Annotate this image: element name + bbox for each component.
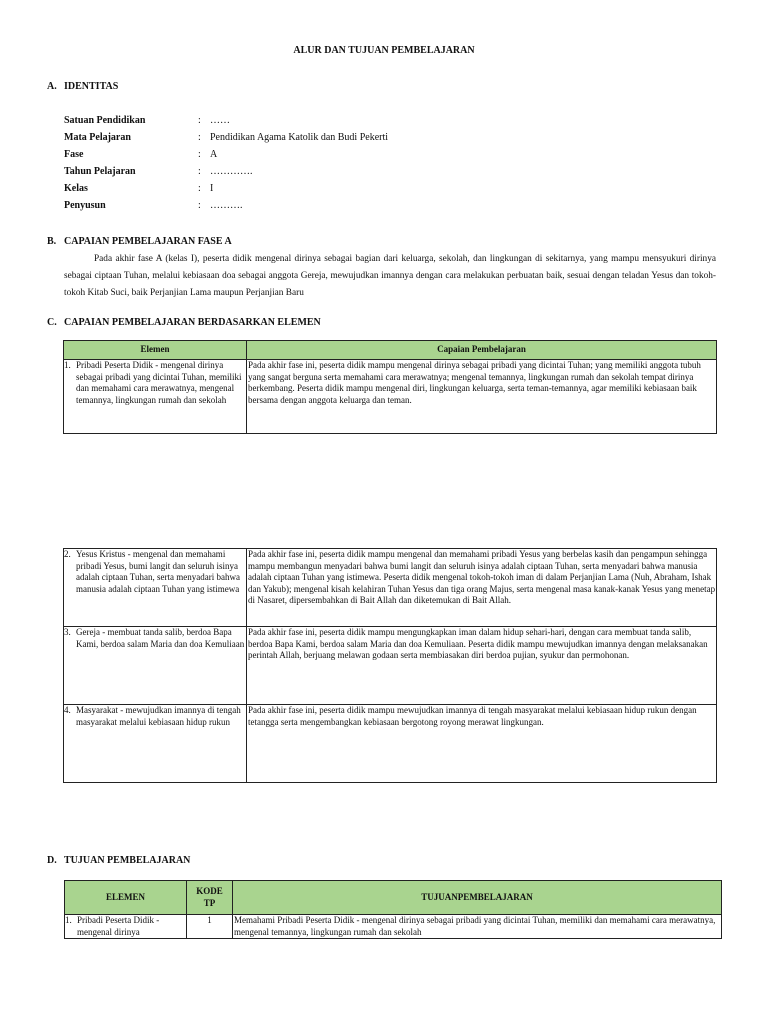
section-b-letter: B.	[47, 236, 57, 247]
row-number: 1.	[64, 360, 71, 370]
header-capaian: Capaian Pembelajaran	[247, 341, 717, 360]
kode-cell: 1	[187, 915, 233, 939]
row-number: 2.	[64, 549, 71, 559]
identity-row-tahun	[64, 166, 564, 180]
identity-row-fase	[64, 149, 564, 163]
identity-value: ……….	[210, 200, 243, 211]
identity-value: Pendidikan Agama Katolik dan Budi Pekerti	[210, 132, 389, 143]
section-a-title: IDENTITAS	[64, 81, 119, 92]
identity-label: Fase	[64, 149, 84, 160]
identity-colon: :	[198, 166, 201, 177]
identity-value: A	[210, 149, 218, 160]
section-d-heading	[47, 855, 190, 866]
header-elemen: Elemen	[64, 341, 247, 360]
section-b-text: Pada akhir fase A (kelas I), peserta didik mengenal dirinya sebagai bagian dari keluarga, sekolah, dan lingkungan di sekitarnya, yang mampu mensyukuri dirinya sebagai ciptaan Tuhan, melalui kebiasaan doa sebagai anggota Gereja, mewujudkan imannya dengan cara melakukan perbuatan baik, sesuai dengan teladan Yesus dan tokoh-tokoh Kitab Suci, baik Perjanjian Lama maupun Perjanjian Baru	[64, 254, 716, 298]
table-row	[64, 360, 717, 434]
identity-label: Satuan Pendidikan	[64, 115, 146, 126]
section-c-heading	[47, 317, 321, 328]
elemen-text: Yesus Kristus - mengenal dan memahami pribadi Yesus, bumi langit dan seluruh isinya adalah ciptaan Tuhan, serta menyadari bahwa manusia adalah ciptaan Tuhan yang istimewa	[76, 549, 240, 594]
section-c-letter: C.	[47, 317, 57, 328]
header-kode-line1: KODE	[196, 886, 223, 896]
elemen-text: Pribadi Peserta Didik - mengenal dirinya	[77, 915, 160, 937]
identity-label: Kelas	[64, 183, 88, 194]
identity-colon: :	[198, 132, 201, 143]
section-b-paragraph	[64, 251, 716, 302]
elemen-text: Pribadi Peserta Didik - mengenal dirinya sebagai pribadi yang dicintai Tuhan, memiliki dan memahami cara merawatnya, mengenal temannya, lingkungan rumah dan sekolah	[76, 360, 242, 405]
identity-row-penyusun	[64, 200, 564, 214]
row-number: 4.	[64, 705, 71, 715]
identity-colon: :	[198, 200, 201, 211]
identity-row-satuan	[64, 115, 564, 129]
capaian-cell: Pada akhir fase ini, peserta didik mampu mengungkapkan iman dalam hidup sehari-hari, dengan cara membuat tanda salib, berdoa Bapa Kami, berdoa salam Maria dan doa Kemuliaan. Peserta didik mampu mewujudkan imannya dengan melaksanakan perintah Allah, berjuang melawan godaan serta membiasakan diri berdoa pujian, syukur dan permohonan.	[247, 627, 717, 705]
document-title: ALUR DAN TUJUAN PEMBELAJARAN	[293, 45, 475, 56]
elemen-cell	[64, 705, 247, 783]
tujuan-table	[64, 880, 722, 939]
section-d-letter: D.	[47, 855, 57, 866]
section-c-title: CAPAIAN PEMBELAJARAN BERDASARKAN ELEMEN	[64, 317, 321, 328]
identity-row-kelas	[64, 183, 564, 197]
row-number: 3.	[64, 627, 71, 637]
capaian-cell: Pada akhir fase ini, peserta didik mampu mewujudkan imannya di tengah masyarakat melalui kebiasaan hidup rukun dengan tetangga serta mengembangkan kebiasaan bergotong royong merawat lingkungan.	[247, 705, 717, 783]
capaian-table-part-1	[63, 340, 717, 434]
identity-label: Mata Pelajaran	[64, 132, 131, 143]
header-kode-line2: TP	[203, 897, 216, 908]
elemen-text: Masyarakat - mewujudkan imannya di tengah masyarakat melalui kebiasaan hidup rukun	[76, 705, 241, 727]
elemen-cell	[65, 915, 187, 939]
elemen-text: Gereja - membuat tanda salib, berdoa Bapa Kami, berdoa salam Maria dan doa Kemuliaan	[76, 627, 245, 649]
row-number: 1.	[65, 915, 72, 925]
section-b-heading	[47, 236, 232, 247]
elemen-cell	[64, 360, 247, 434]
elemen-cell	[64, 549, 247, 627]
header-tujuan: TUJUANPEMBELAJARAN	[233, 881, 722, 915]
identity-colon: :	[198, 115, 201, 126]
identity-value: I	[210, 183, 214, 194]
header-kode-tp	[187, 881, 233, 915]
identity-colon: :	[198, 149, 201, 160]
header-elemen: ELEMEN	[65, 881, 187, 915]
tujuan-cell: Memahami Pribadi Peserta Didik - mengenal dirinya sebagai pribadi yang dicintai Tuhan, memiliki dan memahami cara merawatnya, mengenal temannya, lingkungan rumah dan sekolah	[233, 915, 722, 939]
capaian-cell: Pada akhir fase ini, peserta didik mampu mengenal dan memahami pribadi Yesus yang berbelas kasih dan pengampun sehingga mampu membangun menyadari bahwa bumi langit dan seluruh isinya adalah ciptaan Tuhan, serta menyadari bahwa manusia adalah ciptaan Tuhan yang istimewa. Peserta didik mengenal tokoh-tokoh iman di dalam Perjanjian Lama (Nuh, Abraham, Ishak dan Yakub); mengenal kisah kelahiran Tuhan Yesus dan tiga orang Majus, serta mengenal masa kanak-kanak Yesus yang menetap di Nasaret, dipersembahkan di Bait Allah dan diketemukan di Bait Allah.	[247, 549, 717, 627]
section-d-title: TUJUAN PEMBELAJARAN	[64, 855, 191, 866]
capaian-table-part-2	[63, 548, 717, 783]
identity-value: ……	[210, 115, 230, 126]
table-row	[64, 705, 717, 783]
capaian-cell: Pada akhir fase ini, peserta didik mampu mengenal dirinya sebagai pribadi yang dicintai Tuhan; yang memiliki anggota tubuh yang sangat berguna serta memahami cara merawatnya; mengenal temannya, lingkungan rumah dan sekolah tempat dirinya berkembang. Peserta didik mampu mengenal diri, lingkungan keluarga, serta teman-temannya, agar memiliki kebiasaan baik bersama dengan anggota keluarga dan teman.	[247, 360, 717, 434]
table-row	[65, 915, 722, 939]
section-a-heading	[47, 81, 118, 92]
identity-value: ………….	[210, 166, 253, 177]
table-row	[64, 549, 717, 627]
identity-row-mapel	[64, 132, 564, 146]
section-b-title: CAPAIAN PEMBELAJARAN FASE A	[64, 236, 232, 247]
identity-label: Penyusun	[64, 200, 106, 211]
identity-label: Tahun Pelajaran	[64, 166, 136, 177]
table-row	[64, 627, 717, 705]
elemen-cell	[64, 627, 247, 705]
section-a-letter: A.	[47, 81, 57, 92]
identity-colon: :	[198, 183, 201, 194]
